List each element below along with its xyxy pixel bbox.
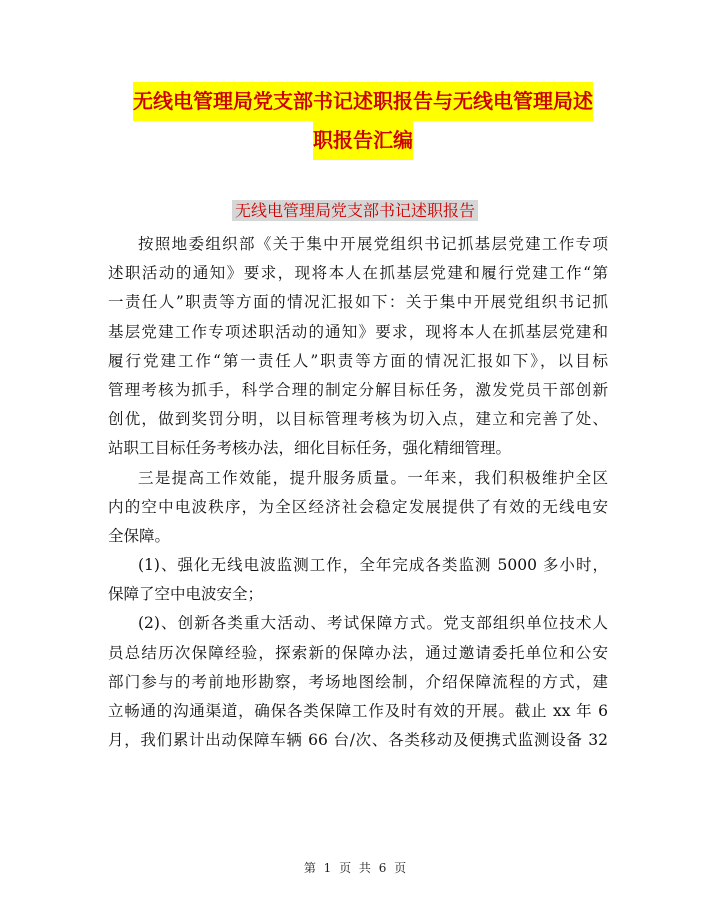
text-line: 按照地委组织部《关于集中开展党组织书记抓基层党建工作专项 [138,235,608,253]
document-body [108,230,608,755]
document-title [108,82,618,160]
section-heading [0,199,710,223]
title-line-1: 无线电管理局党支部书记述职报告与无线电管理局述 [133,82,593,121]
title-line-2: 职报告汇编 [313,121,413,160]
paragraph-3 [108,551,608,609]
text-line: 站职工目标任务考核办法，细化目标任务，强化精细管理。 [108,439,512,458]
text-line: 内的空中电波秩序，为全区经济社会稳定发展提供了有效的无线电安 [108,497,608,516]
text-line: 全保障。 [108,526,171,545]
paragraph-1 [108,230,608,464]
text-line: 管理考核为抓手，科学合理的制定分解目标任务，激发党员干部创新 [108,380,608,399]
page-footer: 第 1 页 共 6 页 [303,861,407,875]
text-line: 一责任人”职责等方面的情况汇报如下：关于集中开展党组织书记抓 [108,293,608,312]
paragraph-4 [108,609,608,755]
text-line: 立畅通的沟通渠道，确保各类保障工作及时有效的开展。截止 xx 年 6 [108,702,608,720]
text-line: 保障了空中电波安全； [108,585,264,604]
text-line: 创优，做到奖罚分明，以目标管理考核为切入点，建立和完善了处、 [108,410,608,429]
text-line: (2)、创新各类重大活动、考试保障方式。党支部组织单位技术人 [138,614,608,633]
paragraph-2 [108,464,608,552]
text-line: 部门参与的考前地形勘察，考场地图绘制，介绍保障流程的方式，建 [108,672,608,691]
text-line: 月，我们累计出动保障车辆 66 台/次、各类移动及便携式监测设备 32 [108,731,608,750]
text-line: 基层党建工作专项述职活动的通知》要求，现将本人在抓基层党建和 [108,322,608,341]
text-line: 三是提高工作效能，提升服务质量。一年来，我们积极维护全区 [138,468,608,487]
text-line: 员总结历次保障经验，探索新的保障办法，通过邀请委托单位和公安 [108,643,608,662]
section-heading-text: 无线电管理局党支部书记述职报告 [232,200,478,221]
text-line: 述职活动的通知》要求，现将本人在抓基层党建和履行党建工作“第 [108,264,608,283]
text-line: 履行党建工作“第一责任人”职责等方面的情况汇报如下》，以目标 [108,351,608,370]
text-line: (1)、强化无线电波监测工作，全年完成各类监测 5000 多小时， [138,556,608,575]
